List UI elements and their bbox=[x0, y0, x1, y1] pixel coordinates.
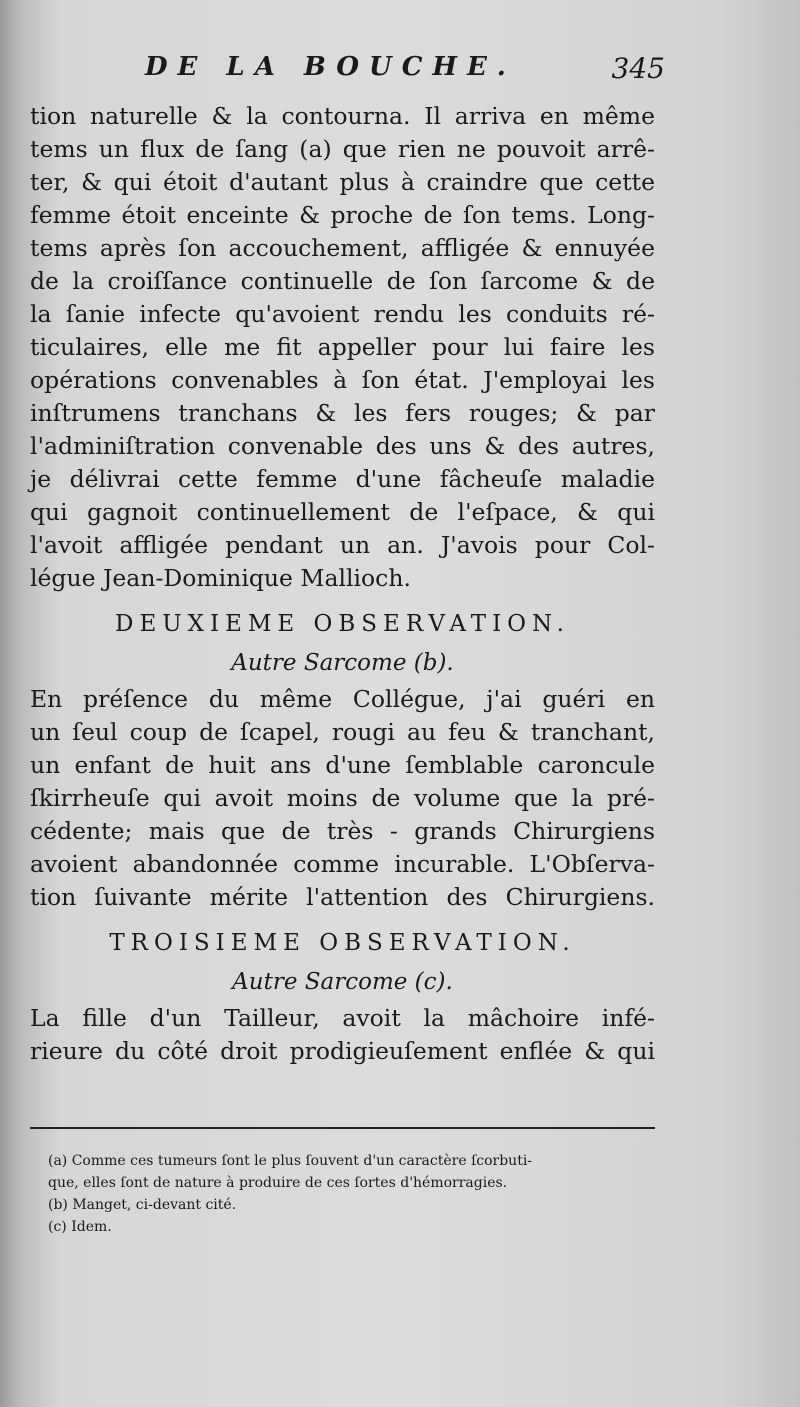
text-line: tion ſuivante mérite l'attention des Chirurgiens. bbox=[30, 883, 655, 911]
section-deuxieme-observation bbox=[30, 605, 655, 914]
text-line: avoient abandonnée comme incurable. L'Obſerva- bbox=[30, 850, 655, 878]
text-line: La fille d'un Tailleur, avoit la mâchoire infé- bbox=[30, 1004, 655, 1032]
section-subheading: Autre Sarcome (b). bbox=[231, 650, 454, 676]
text-line: l'avoit affligée pendant un an. J'avois pour Col- bbox=[30, 531, 655, 559]
running-head: DE LA BOUCHE. bbox=[145, 52, 516, 82]
footnote-a-continued: que, elles ſont de nature à produire de ces ſortes d'hémorragies. bbox=[48, 1175, 508, 1191]
body-text bbox=[30, 100, 655, 1068]
paragraph-1 bbox=[30, 100, 655, 595]
text-line: l'adminiſtration convenable des uns & des autres, bbox=[30, 432, 655, 460]
text-line: opérations convenables à ſon état. J'employai les bbox=[30, 366, 655, 394]
text-line: En préſence du même Collégue, j'ai guéri en bbox=[30, 685, 655, 713]
page-header bbox=[145, 52, 665, 96]
text-line: cédente; mais que de très - grands Chirurgiens bbox=[30, 817, 655, 845]
footnote-divider bbox=[30, 1127, 655, 1129]
text-line: ſkirrheuſe qui avoit moins de volume que la pré- bbox=[30, 784, 655, 812]
text-line: tems un flux de ſang (a) que rien ne pouvoit arrê- bbox=[30, 135, 655, 163]
footnote-c: (c) Idem. bbox=[48, 1219, 112, 1235]
section-subheading: Autre Sarcome (c). bbox=[232, 969, 453, 995]
section-troisieme-observation bbox=[30, 924, 655, 1068]
text-line: tion naturelle & la contourna. Il arriva en même bbox=[30, 102, 655, 130]
text-line: je délivrai cette femme d'une fâcheuſe maladie bbox=[30, 465, 655, 493]
text-line: la ſanie infecte qu'avoient rendu les conduits ré- bbox=[30, 300, 655, 328]
text-line: un enfant de huit ans d'une ſemblable caroncule bbox=[30, 751, 655, 779]
section-heading: TROISIEME OBSERVATION. bbox=[109, 930, 576, 956]
text-line: un ſeul coup de ſcapel, rougi au feu & tranchant, bbox=[30, 718, 655, 746]
text-line: femme étoit enceinte & proche de ſon tems. Long- bbox=[30, 201, 655, 229]
text-line: ter, & qui étoit d'autant plus à craindre que cette bbox=[30, 168, 655, 196]
footnotes bbox=[48, 1150, 608, 1238]
text-line: inſtrumens tranchans & les fers rouges; & par bbox=[30, 399, 655, 427]
text-line: qui gagnoit continuellement de l'eſpace, & qui bbox=[30, 498, 655, 526]
section-heading: DEUXIEME OBSERVATION. bbox=[115, 611, 570, 637]
footnote-a: (a) Comme ces tumeurs ſont le plus ſouvent d'un caractère ſcorbuti- bbox=[48, 1153, 533, 1169]
text-line: légue Jean-Dominique Mallioch. bbox=[30, 564, 411, 592]
text-line: tems après ſon accouchement, affligée & ennuyée bbox=[30, 234, 655, 262]
text-line: rieure du côté droit prodigieuſement enflée & qui bbox=[30, 1037, 655, 1065]
text-line: ticulaires, elle me fit appeller pour lui faire les bbox=[30, 333, 655, 361]
page-number: 345 bbox=[611, 52, 665, 85]
text-line: de la croiſſance continuelle de ſon ſarcome & de bbox=[30, 267, 655, 295]
footnote-b: (b) Manget, ci-devant cité. bbox=[48, 1197, 237, 1213]
